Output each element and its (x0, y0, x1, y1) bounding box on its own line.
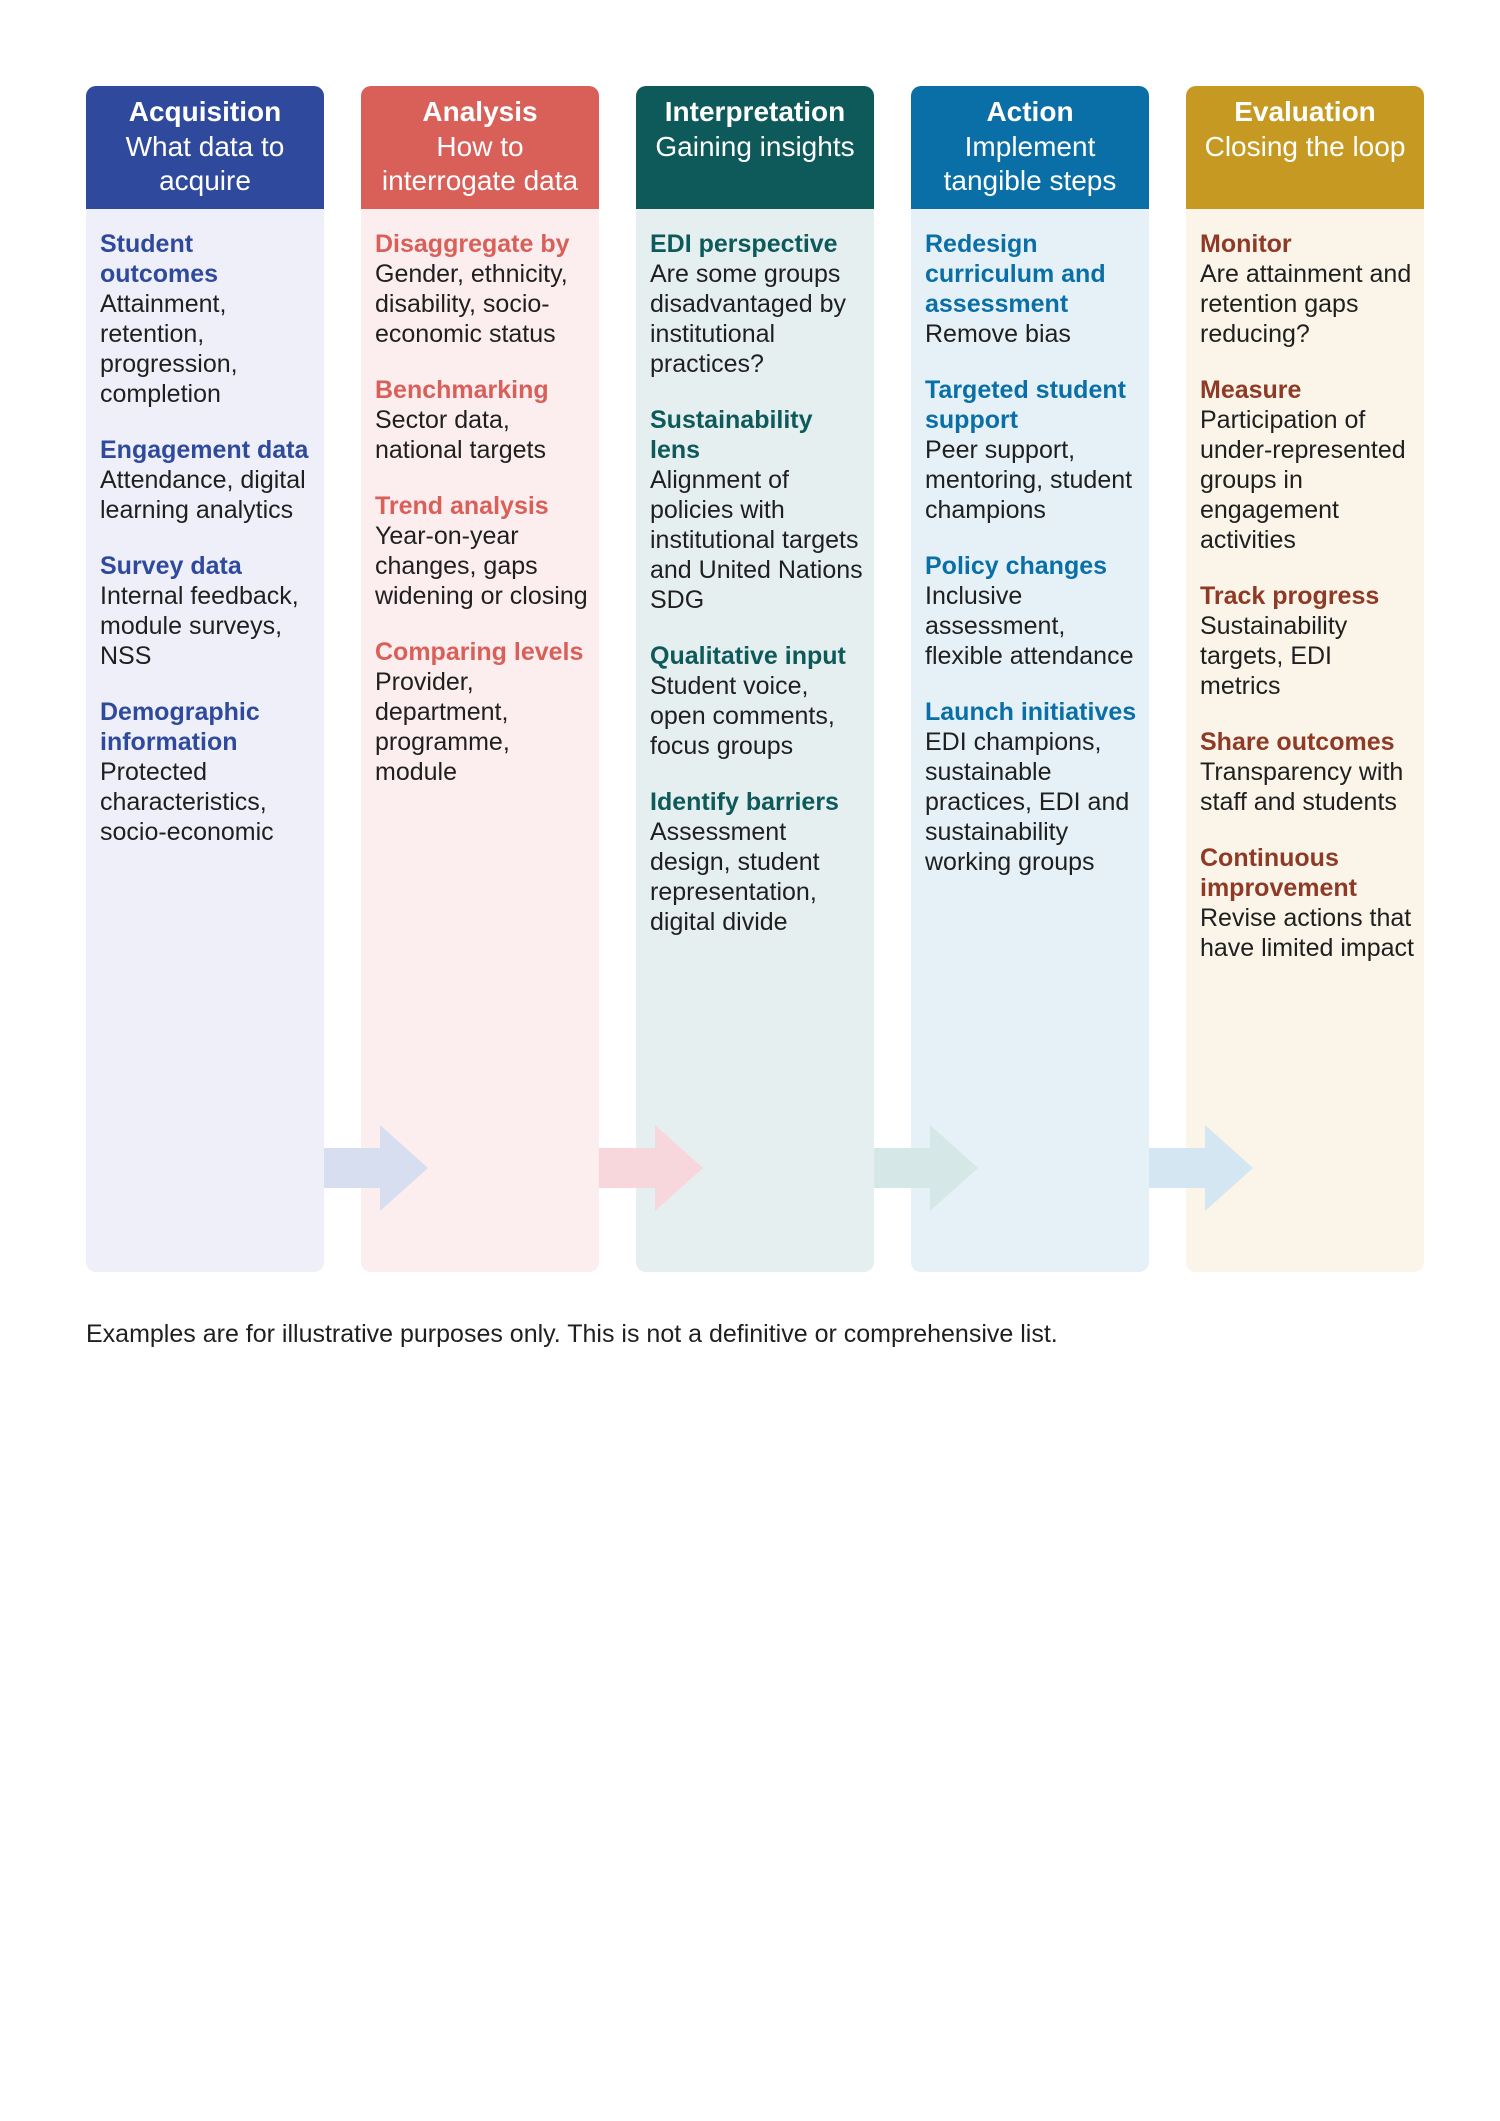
flow-arrow-icon (324, 1125, 430, 1211)
stage-subtitle: Gaining insights (655, 131, 855, 162)
stage-item (1200, 727, 1416, 817)
item-heading: Sustainability lens (650, 406, 813, 464)
item-heading: Qualitative input (650, 642, 846, 670)
stage-title: Action (986, 96, 1074, 127)
item-heading: Identify barriers (650, 788, 839, 816)
stage-header (86, 86, 324, 209)
stage-item (650, 229, 866, 379)
item-heading: Continuous improvement (1200, 844, 1357, 902)
stage-item (925, 697, 1141, 877)
stage-body (361, 209, 599, 787)
stage-item (925, 229, 1141, 349)
item-text: Alignment of policies with institutional targets and United Nations SDG (650, 466, 863, 614)
item-heading: Redesign curriculum and assessment (925, 230, 1106, 318)
item-heading: Student outcomes (100, 230, 219, 288)
item-text: Sector data, national targets (375, 406, 546, 464)
item-heading: Share outcomes (1200, 728, 1395, 756)
item-heading: Track progress (1200, 582, 1380, 610)
item-text: Inclusive assessment, flexible attendance (925, 582, 1134, 670)
stage-item (375, 375, 591, 465)
stage-subtitle: Implement tangible steps (943, 131, 1117, 196)
item-text: Revise actions that have limited impact (1200, 904, 1414, 962)
item-heading: Engagement data (100, 436, 309, 464)
stage-item (925, 551, 1141, 671)
stage-item (100, 697, 316, 847)
item-text: Attendance, digital learning analytics (100, 466, 306, 524)
item-heading: EDI perspective (650, 230, 838, 258)
stage-item (1200, 843, 1416, 963)
item-text: Are some groups disadvantaged by institutional practices? (650, 260, 846, 378)
stage-column-analysis (361, 86, 599, 1272)
item-text: EDI champions, sustainable practices, EDI and sustainability working groups (925, 728, 1130, 876)
item-text: Transparency with staff and students (1200, 758, 1404, 816)
stage-item (100, 229, 316, 409)
item-text: Provider, department, programme, module (375, 668, 510, 786)
item-text: Are attainment and retention gaps reducing? (1200, 260, 1412, 348)
stage-body (86, 209, 324, 847)
item-heading: Policy changes (925, 552, 1108, 580)
stage-item (100, 435, 316, 525)
stage-item (1200, 375, 1416, 555)
stage-item (1200, 229, 1416, 349)
stage-item (650, 787, 866, 937)
stage-subtitle: Closing the loop (1204, 131, 1406, 162)
stage-item (375, 637, 591, 787)
item-heading: Survey data (100, 552, 242, 580)
item-heading: Measure (1200, 376, 1302, 404)
item-heading: Trend analysis (375, 492, 549, 520)
stage-column-evaluation (1186, 86, 1424, 1272)
item-heading: Targeted student support (925, 376, 1126, 434)
stage-item (375, 491, 591, 611)
stage-body (1186, 209, 1424, 963)
stage-title: Acquisition (128, 96, 282, 127)
stage-subtitle: How to interrogate data (381, 131, 579, 196)
item-heading: Launch initiatives (925, 698, 1137, 726)
item-text: Attainment, retention, progression, completion (100, 290, 238, 408)
stage-column-interpretation (636, 86, 874, 1272)
item-text: Remove bias (925, 320, 1071, 348)
stage-item (925, 375, 1141, 525)
stage-subtitle: What data to acquire (125, 131, 285, 196)
item-text: Internal feedback, module surveys, NSS (100, 582, 299, 670)
stage-title: Evaluation (1234, 96, 1376, 127)
stage-title: Interpretation (664, 96, 846, 127)
item-heading: Comparing levels (375, 638, 584, 666)
item-heading: Disaggregate by (375, 230, 570, 258)
flow-arrow-icon (599, 1125, 705, 1211)
stage-item (650, 641, 866, 761)
stage-column-action (911, 86, 1149, 1272)
footnote: Examples are for illustrative purposes only. This is not a definitive or comprehensive list. (86, 1320, 1058, 1348)
stage-item (375, 229, 591, 349)
stage-header (636, 86, 874, 209)
item-text: Assessment design, student representation, digital divide (650, 818, 820, 936)
flow-arrow-icon (874, 1125, 980, 1211)
stage-header (1186, 86, 1424, 209)
stage-column-acquisition (86, 86, 324, 1272)
stage-body (636, 209, 874, 937)
item-text: Protected characteristics, socio-economic (100, 758, 274, 846)
stage-item (650, 405, 866, 615)
item-text: Student voice, open comments, focus groups (650, 672, 835, 760)
item-heading: Benchmarking (375, 376, 549, 404)
stage-item (100, 551, 316, 671)
stage-body (911, 209, 1149, 877)
item-text: Year-on-year changes, gaps widening or closing (375, 522, 588, 610)
item-text: Sustainability targets, EDI metrics (1200, 612, 1348, 700)
stage-header (361, 86, 599, 209)
stage-title: Analysis (422, 96, 538, 127)
item-heading: Monitor (1200, 230, 1292, 258)
item-heading: Demographic information (100, 698, 260, 756)
stage-header (911, 86, 1149, 209)
item-text: Gender, ethnicity, disability, socio-economic status (375, 260, 568, 348)
item-text: Peer support, mentoring, student champions (925, 436, 1133, 524)
flow-arrow-icon (1149, 1125, 1255, 1211)
item-text: Participation of under-represented groups in engagement activities (1200, 406, 1406, 554)
stage-item (1200, 581, 1416, 701)
